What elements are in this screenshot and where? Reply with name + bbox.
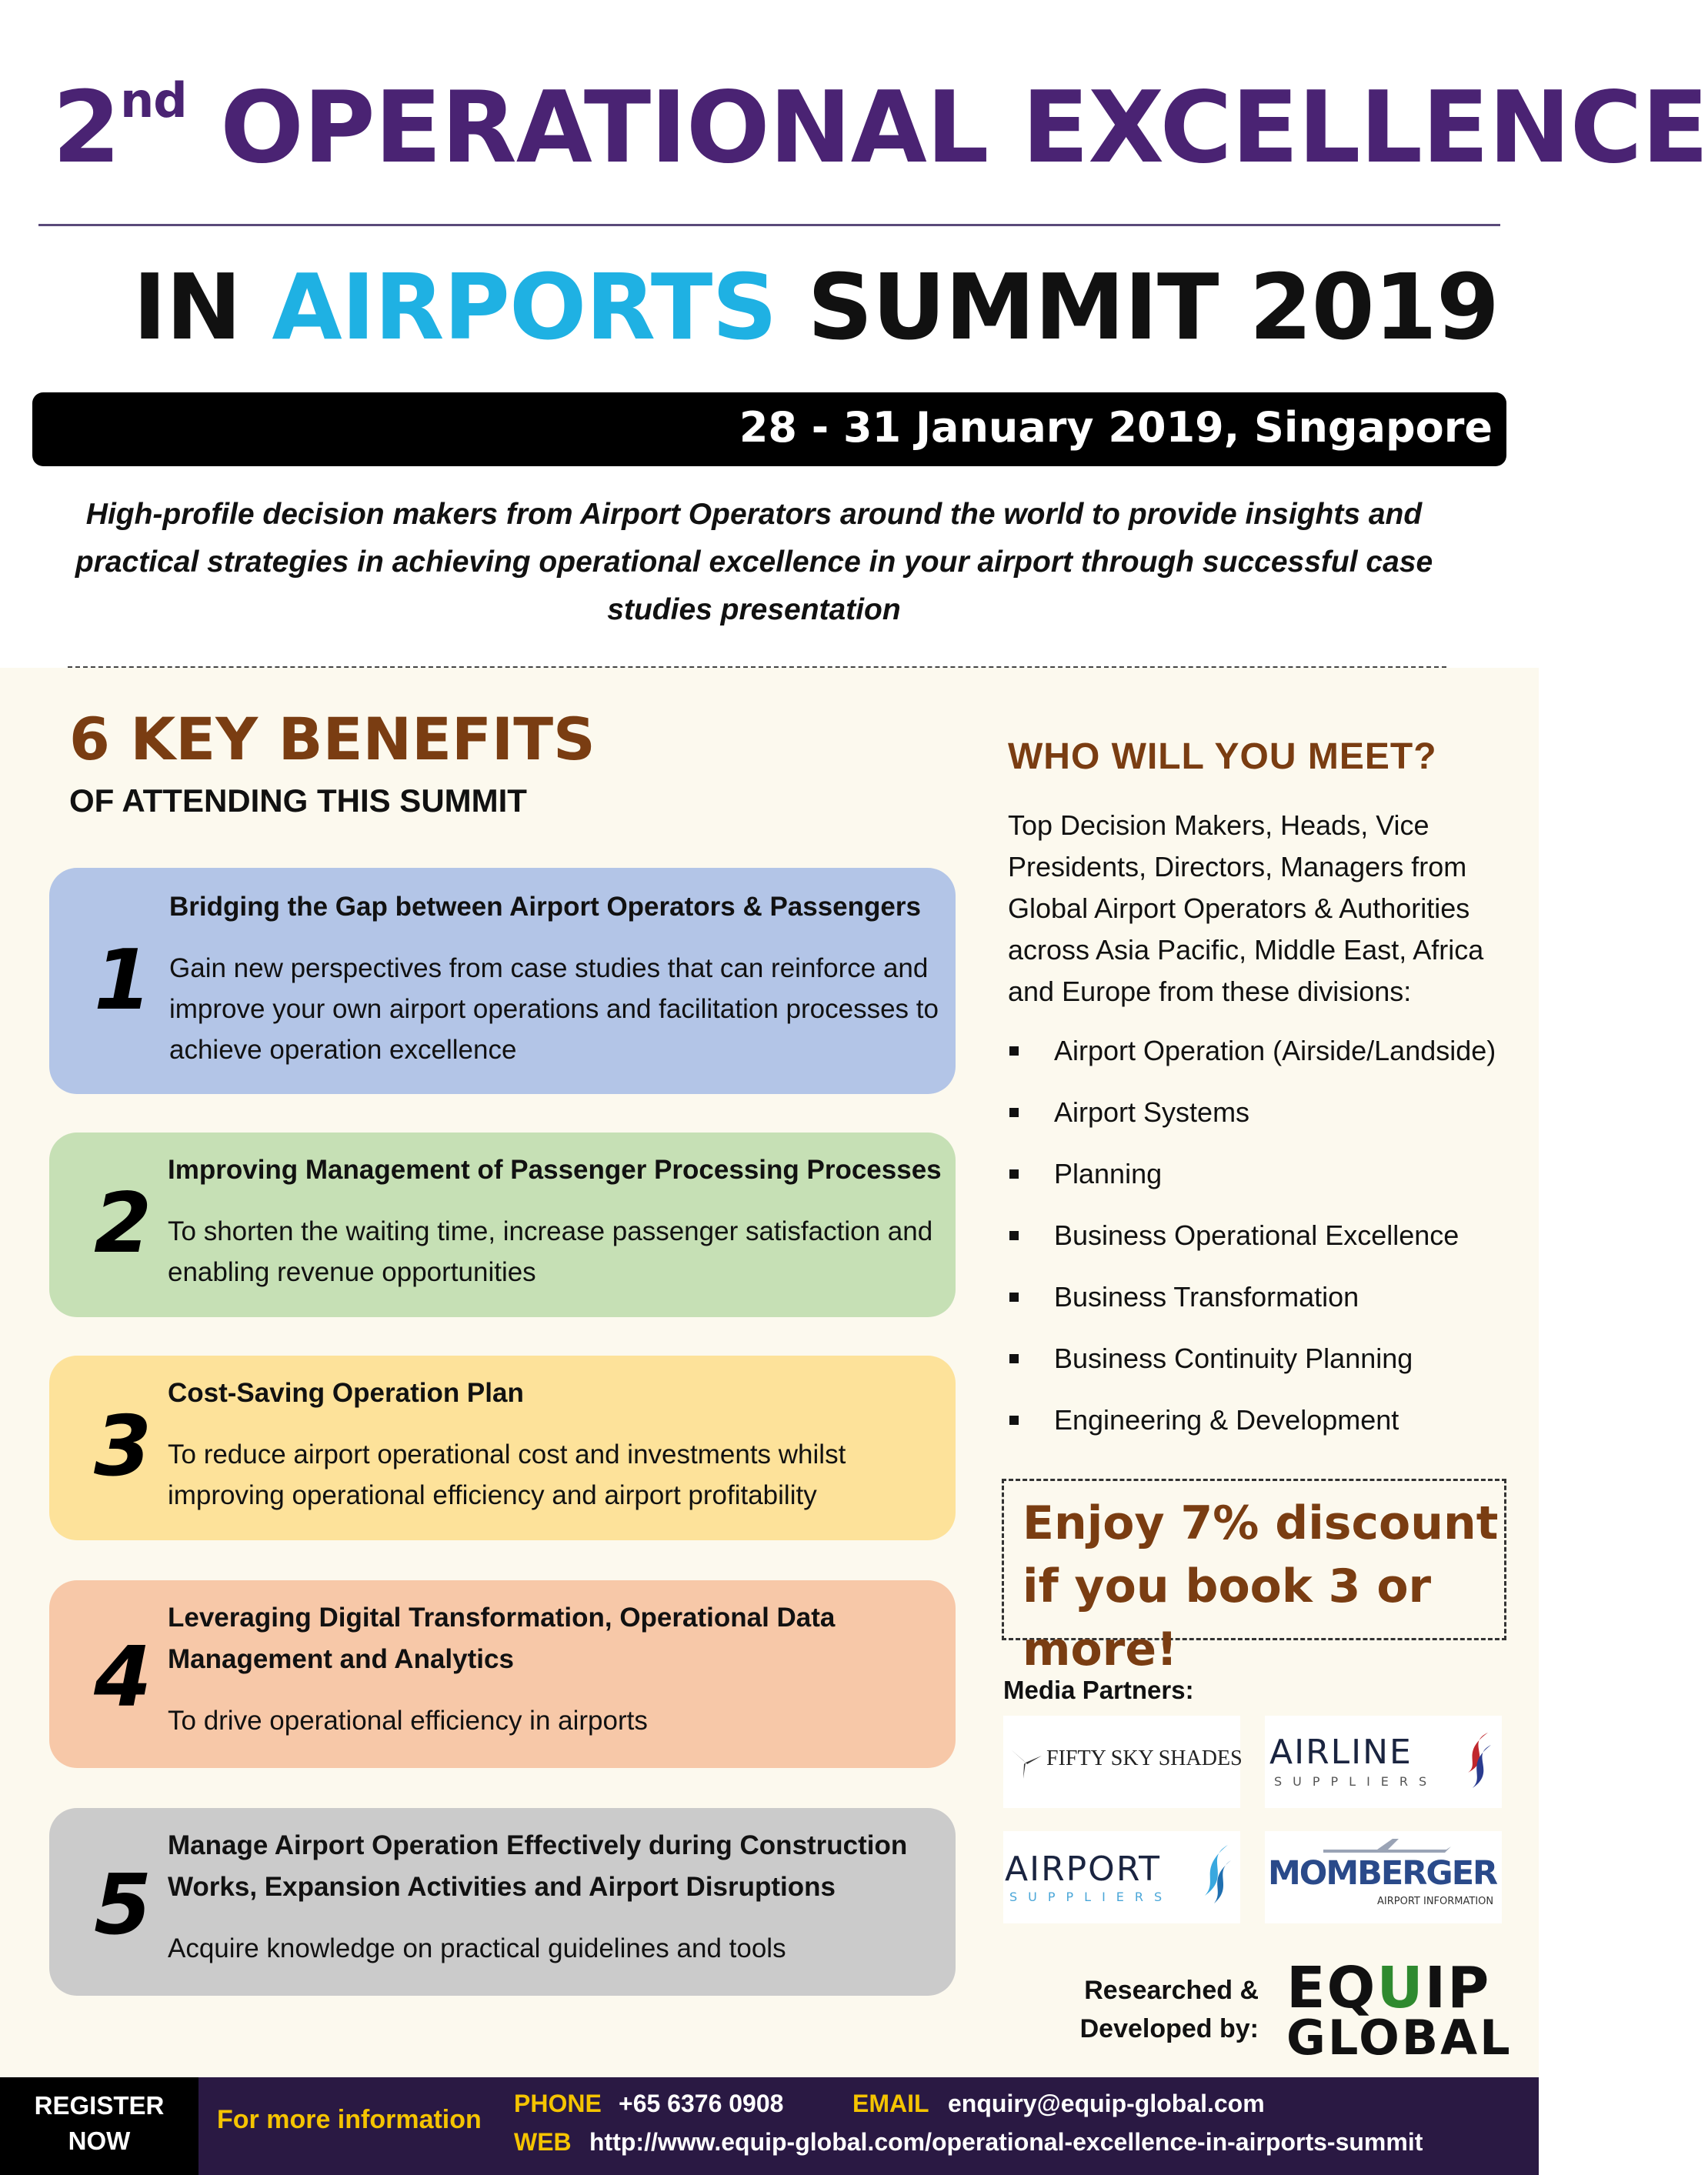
logo-text-line2: GLOBAL [1286, 2010, 1513, 2066]
researched-by-label [1062, 1971, 1259, 2048]
benefit-title: Bridging the Gap between Airport Operators & Passengers [169, 892, 921, 922]
benefits-title: 6 KEY BENEFITS [69, 705, 595, 773]
logo-text: AIRLINE [1269, 1733, 1413, 1772]
benefit-title: Manage Airport Operation Effectively during Construction Works, Expansion Activities and Airport Disruptions [168, 1830, 908, 1902]
benefit-card [49, 1356, 956, 1540]
bullet-square-icon [1009, 1169, 1019, 1179]
division-item [1008, 1336, 1531, 1397]
benefit-number: 1 [94, 932, 152, 1029]
benefit-description: To shorten the waiting time, increase passenger satisfaction and enabling revenue opportunities [168, 1216, 933, 1287]
benefit-number: 2 [94, 1176, 152, 1272]
intro-text: High-profile decision makers from Airport Operators around the world to provide insights and practical strategies in achieving operational excellence in your airport through successful case studies presentation [75, 498, 1433, 626]
bullet-square-icon [1009, 1416, 1019, 1425]
logo-subtext: SUPPLIERS [1274, 1774, 1438, 1789]
division-label: Business Operational Excellence [1054, 1219, 1459, 1251]
momberger-logo[interactable] [1265, 1831, 1502, 1923]
benefit-title: Cost-Saving Operation Plan [168, 1378, 524, 1408]
benefit-card [49, 868, 956, 1094]
logo-text-accent: U [1376, 1955, 1425, 2021]
ordinal-suffix: nd [120, 72, 187, 128]
divisions-list [1008, 1028, 1531, 1459]
division-label: Airport Operation (Airside/Landside) [1054, 1035, 1496, 1066]
email-label: EMAIL [852, 2090, 929, 2117]
benefit-card [49, 1580, 956, 1768]
division-item [1008, 1397, 1531, 1459]
swoosh-icon [1457, 1728, 1499, 1794]
airline-suppliers-logo[interactable] [1265, 1716, 1502, 1808]
phone-label: PHONE [514, 2090, 602, 2117]
division-item [1008, 1274, 1531, 1336]
phone-number[interactable]: +65 6376 0908 [619, 2090, 784, 2117]
propeller-icon [1006, 1745, 1045, 1780]
register-label: REGISTER [34, 2091, 165, 2120]
swoosh-icon [1196, 1842, 1237, 1908]
benefits-subtitle: OF ATTENDING THIS SUMMIT [69, 782, 527, 819]
logo-subtext: AIRPORT INFORMATION [1377, 1896, 1494, 1907]
benefit-title: Leveraging Digital Transformation, Operational Data Management and Analytics [168, 1603, 836, 1674]
logo-text: EQ [1286, 1955, 1377, 2021]
logo-text: AIRPORT [1005, 1850, 1162, 1889]
researched-line1: Researched & [1084, 1976, 1259, 2005]
bullet-square-icon [1009, 1293, 1019, 1302]
researched-line2: Developed by: [1079, 2014, 1259, 2043]
division-item [1008, 1151, 1531, 1213]
benefit-title: Improving Management of Passenger Processing Processes [168, 1155, 942, 1185]
web-link[interactable]: http://www.equip-global.com/operational-excellence-in-airports-summit [589, 2128, 1423, 2156]
title-accent-text: AIRPORTS [272, 254, 777, 360]
title-line1-text: OPERATIONAL EXCELLENCE [220, 71, 1708, 185]
division-item [1008, 1089, 1531, 1151]
division-label: Planning [1054, 1158, 1163, 1189]
who-intro: Top Decision Makers, Heads, Vice Presidents, Directors, Managers from Global Airport Operators & Authorities across Asia Pacific, Middle East, Africa and Europe from these divisions: [1008, 809, 1484, 1007]
division-item [1008, 1028, 1531, 1089]
benefit-description: Gain new perspectives from case studies that can reinforce and improve your own airport operations and facilitation processes to achieve operation excellence [169, 953, 939, 1065]
division-label: Engineering & Development [1054, 1404, 1399, 1436]
media-partners-label: Media Partners: [1003, 1676, 1194, 1704]
benefit-description: To reduce airport operational cost and investments whilst improving operational efficiency and airport profitability [168, 1439, 846, 1510]
email-link[interactable]: enquiry@equip-global.com [948, 2090, 1265, 2117]
benefit-number: 5 [94, 1857, 152, 1953]
benefit-card [49, 1808, 956, 1996]
division-item [1008, 1213, 1531, 1274]
title-in-text: IN [132, 254, 242, 360]
title-rest-text: SUMMIT 2019 [807, 254, 1499, 360]
discount-text: Enjoy 7% discount if you book 3 or more! [1022, 1496, 1499, 1676]
benefit-number: 4 [94, 1630, 152, 1726]
benefit-number: 3 [94, 1399, 152, 1495]
fifty-sky-shades-logo[interactable] [1003, 1716, 1243, 1808]
who-title: WHO WILL YOU MEET? [1008, 736, 1437, 777]
bullet-square-icon [1009, 1231, 1019, 1240]
summit-title-line2 [0, 254, 1499, 360]
bullet-square-icon [1009, 1046, 1019, 1056]
dashed-divider [68, 666, 1446, 668]
division-label: Airport Systems [1054, 1096, 1250, 1128]
discount-box [1002, 1479, 1506, 1676]
logo-text: FIFTY SKY SHADES [1046, 1746, 1243, 1770]
register-now-button[interactable] [0, 2077, 198, 2175]
logo-text: IP [1424, 1955, 1491, 2021]
bullet-square-icon [1009, 1354, 1019, 1363]
ordinal-number: 2 [52, 71, 121, 185]
benefit-card [49, 1133, 956, 1317]
logo-text: MOMBERGER [1268, 1854, 1497, 1893]
benefit-description: Acquire knowledge on practical guidelines and tools [168, 1933, 786, 1963]
date-banner [32, 392, 1506, 466]
equip-global-logo[interactable] [1286, 1955, 1517, 2066]
web-label: WEB [514, 2128, 572, 2156]
date-location: 28 - 31 January 2019, Singapore [739, 403, 1493, 452]
summit-title-line1 [52, 71, 1708, 185]
more-info-label: For more information [217, 2105, 482, 2134]
division-label: Business Transformation [1054, 1281, 1359, 1313]
benefit-description: To drive operational efficiency in airports [168, 1706, 648, 1736]
title-divider [38, 224, 1500, 226]
register-label-now: NOW [68, 2127, 131, 2155]
division-label: Business Continuity Planning [1054, 1343, 1413, 1374]
airport-suppliers-logo[interactable] [1003, 1831, 1240, 1923]
bullet-square-icon [1009, 1108, 1019, 1117]
logo-subtext: SUPPLIERS [1009, 1890, 1173, 1904]
